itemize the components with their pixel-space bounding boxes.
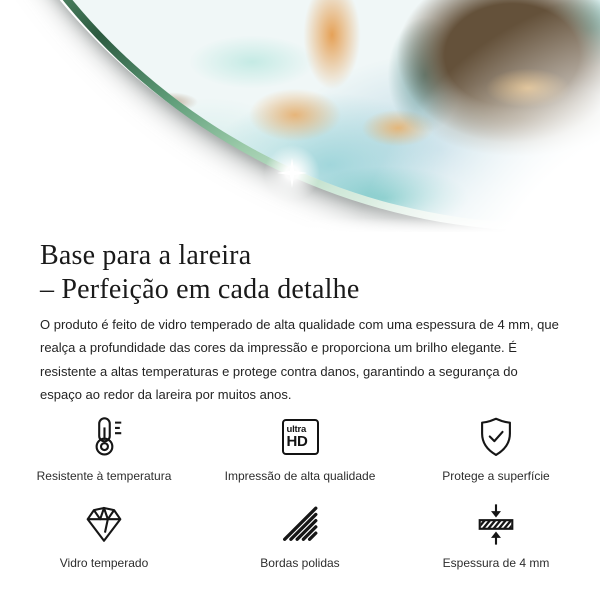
feature-label: Bordas polidas xyxy=(260,556,340,571)
thickness-icon xyxy=(473,500,519,548)
feature-thickness xyxy=(398,500,594,570)
feature-label: Protege a superfície xyxy=(442,469,550,484)
content-section xyxy=(0,232,600,570)
product-description: O produto é feito de vidro temperado de alta qualidade com uma espessura de 4 mm, que realça a profundidade das cores da impressão e proporciona um brilho elegante. É resistente a altas temperaturas e protege contra danos, garantindo a segurança do espaço ao redor da lareira por muitos anos. xyxy=(40,317,559,402)
sparkle-icon xyxy=(277,158,307,188)
shield-check-icon xyxy=(473,413,519,461)
diamond-icon xyxy=(81,500,127,548)
ultra-hd-text-top: ultra xyxy=(286,424,307,436)
feature-label: Espessura de 4 mm xyxy=(442,556,550,571)
feature-print-quality xyxy=(202,413,398,483)
feature-surface-protection xyxy=(398,413,594,483)
thermometer-icon xyxy=(81,413,127,461)
page-title-line1: Base para a lareira xyxy=(40,240,252,271)
page-title xyxy=(40,239,560,307)
feature-polished-edges xyxy=(202,500,398,570)
feature-tempered-glass xyxy=(6,500,202,570)
ultra-hd-text-bottom: HD xyxy=(286,433,308,451)
polished-edges-icon xyxy=(277,500,323,548)
feature-label: Impressão de alta qualidade xyxy=(224,469,376,484)
feature-label: Vidro temperado xyxy=(59,556,149,571)
feature-grid xyxy=(6,413,594,570)
page-title-line2: – Perfeição em cada detalhe xyxy=(40,274,360,305)
ultra-hd-icon xyxy=(282,413,319,461)
product-hero-image xyxy=(0,0,600,232)
feature-label: Resistente à temperatura xyxy=(36,469,172,484)
feature-temperature xyxy=(6,413,202,483)
